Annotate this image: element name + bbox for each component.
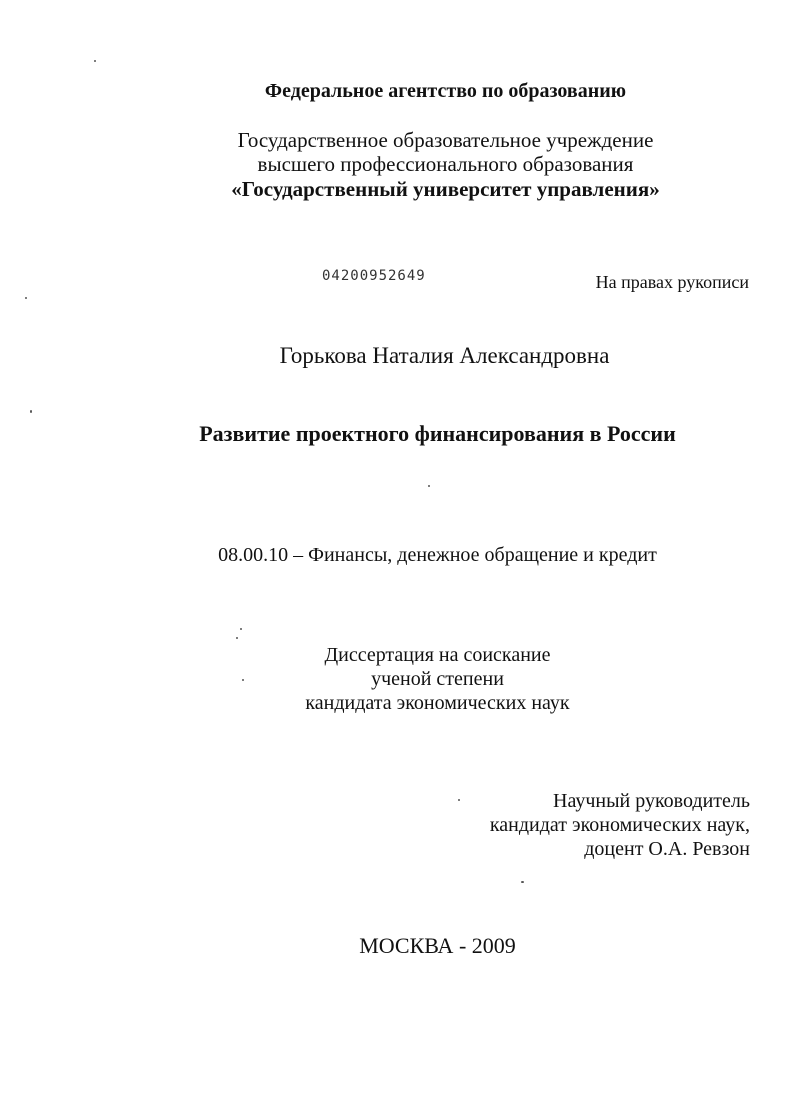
degree-line-3: кандидата экономических наук [305, 692, 570, 714]
supervisor-line-1: Научный руководитель [553, 790, 750, 812]
university-name: «Государственный университет управления» [231, 177, 660, 201]
scan-speck [94, 60, 96, 62]
scan-speck [25, 297, 27, 299]
scan-speck [240, 628, 242, 630]
specialty-code: 08.00.10 – Финансы, денежное обращение и кредит [218, 544, 657, 566]
scan-speck [242, 679, 244, 681]
degree-line-1: Диссертация на соискание [324, 644, 551, 666]
scan-speck [521, 881, 524, 883]
institution-line-2: высшего профессионального образования [257, 152, 634, 176]
institution-line-1: Государственное образовательное учреждение [237, 128, 654, 152]
scan-speck [458, 799, 460, 801]
scan-speck [236, 637, 238, 639]
manuscript-note: На правах рукописи [595, 272, 749, 292]
author-name: Горькова Наталия Александровна [279, 343, 610, 368]
scan-speck [428, 485, 430, 487]
agency-heading: Федеральное агентство по образованию [264, 80, 627, 102]
scan-speck [30, 410, 32, 413]
registration-code: 04200952649 [322, 268, 426, 284]
supervisor-line-2: кандидат экономических наук, [489, 814, 750, 836]
dissertation-title: Развитие проектного финансирования в России [199, 421, 676, 446]
supervisor-line-3: доцент О.А. Ревзон [584, 838, 750, 860]
city-year: МОСКВА - 2009 [359, 933, 516, 958]
degree-line-2: ученой степени [371, 668, 504, 690]
